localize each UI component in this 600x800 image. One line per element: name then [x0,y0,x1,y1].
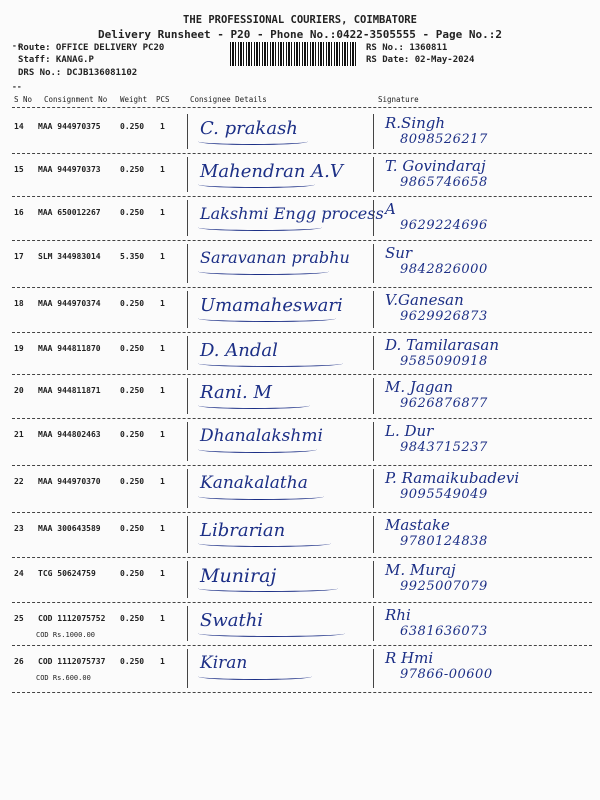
signature-handwriting: Rhi [385,606,411,624]
row-pcs: 1 [160,165,165,174]
signature-handwriting: D. Tamilarasan [385,336,499,354]
handwriting-stroke [198,315,336,322]
signature-handwriting: L. Dur [385,422,434,440]
row-divider [12,287,592,288]
signature-handwriting: V.Ganesan [385,291,464,309]
row-weight: 0.250 [120,430,145,439]
column-divider [187,336,188,370]
column-divider [373,200,374,236]
row-consignment: MAA 944802463 [38,430,101,439]
column-divider [187,516,188,553]
column-divider [187,469,188,508]
handwriting-stroke [198,402,310,409]
drs-number: DRS No.: DCJB136081102 [18,68,138,78]
row-cod-amount: COD Rs.600.00 [36,674,91,682]
signature-phone: 9585090918 [400,354,488,369]
row-sno: 17 [14,252,24,261]
row-weight: 0.250 [120,386,145,395]
handwriting-stroke [198,446,317,453]
left-marks: -- [12,41,22,50]
signature-handwriting: Sur [385,244,413,262]
signature-handwriting: P. Ramaikubadevi [385,469,520,487]
signature-phone: 9865746658 [400,175,488,190]
handwriting-stroke [198,224,322,231]
consignee-handwriting: Umamaheswari [200,295,343,316]
column-divider [373,469,374,508]
rs-number: RS No.: 1360811 [366,43,448,53]
row-sno: 22 [14,477,24,486]
row-divider [12,240,592,241]
row-sno: 14 [14,122,24,131]
col-pcs: PCS [156,95,170,104]
row-consignment: MAA 944811870 [38,344,101,353]
row-consignment: MAA 944970370 [38,477,101,486]
column-divider [373,114,374,149]
barcode-image [230,42,358,66]
left-marks-2: -- [12,82,22,91]
row-divider [12,692,592,693]
row-weight: 0.250 [120,657,145,666]
row-divider [12,332,592,333]
signature-phone: 9780124838 [400,534,488,549]
row-weight: 0.250 [120,524,145,533]
consignee-handwriting: Rani. M [200,382,272,403]
column-divider [187,291,188,328]
column-divider [373,291,374,328]
column-divider [373,157,374,192]
row-sno: 16 [14,208,24,217]
row-pcs: 1 [160,252,165,261]
consignee-handwriting: D. Andal [200,340,278,361]
row-divider [12,512,592,513]
signature-handwriting: M. Muraj [385,561,456,579]
row-sno: 24 [14,569,24,578]
column-divider [373,378,374,414]
column-divider [373,244,374,283]
row-pcs: 1 [160,524,165,533]
col-weight: Weight [120,95,148,104]
row-sno: 20 [14,386,24,395]
row-weight: 0.250 [120,208,145,217]
row-consignment: TCG 50624759 [38,569,96,578]
col-signature: Signature [378,95,419,104]
handwriting-stroke [198,360,343,367]
company-title: THE PROFESSIONAL COURIERS, COIMBATORE [183,14,417,26]
row-pcs: 1 [160,122,165,131]
signature-phone: 9843715237 [400,440,488,455]
column-divider [187,244,188,283]
route-label: Route: OFFICE DELIVERY PC20 [18,43,165,53]
row-pcs: 1 [160,344,165,353]
consignee-handwriting: Swathi [200,610,264,631]
row-divider [12,374,592,375]
signature-phone: 9626876877 [400,396,488,411]
row-pcs: 1 [160,657,165,666]
row-pcs: 1 [160,477,165,486]
signature-handwriting: T. Govindaraj [385,157,486,175]
row-sno: 26 [14,657,24,666]
handwriting-stroke [198,268,329,275]
row-consignment: MAA 650012267 [38,208,101,217]
handwriting-stroke [198,585,338,592]
row-consignment: MAA 944970373 [38,165,101,174]
consignee-handwriting: Kiran [200,653,248,673]
column-divider [187,561,188,598]
row-consignment: COD 1112075752 [38,614,106,623]
row-consignment: MAA 944970375 [38,122,101,131]
row-weight: 0.250 [120,614,145,623]
column-divider [373,516,374,553]
consignee-handwriting: Dhanalakshmi [200,426,323,446]
column-divider [187,649,188,688]
signature-handwriting: R.Singh [385,114,446,132]
signature-phone: 9629926873 [400,309,488,324]
signature-handwriting: Mastake [385,516,450,534]
row-divider [12,196,592,197]
consignee-handwriting: Mahendran A.V [200,161,343,182]
row-consignment: SLM 344983014 [38,252,101,261]
row-pcs: 1 [160,569,165,578]
handwriting-stroke [198,540,331,547]
handwriting-stroke [198,673,312,680]
column-divider [373,561,374,598]
col-consignee: Consignee Details [190,95,267,104]
handwriting-stroke [198,138,308,145]
column-divider [187,114,188,149]
handwriting-stroke [198,181,315,188]
handwriting-stroke [198,630,345,637]
column-divider [187,606,188,641]
row-weight: 5.350 [120,252,145,261]
row-divider [12,418,592,419]
row-divider [12,557,592,558]
signature-phone: 8098526217 [400,132,488,147]
row-pcs: 1 [160,299,165,308]
row-cod-amount: COD Rs.1000.00 [36,631,96,639]
row-sno: 19 [14,344,24,353]
runsheet-subtitle: Delivery Runsheet - P20 - Phone No.:0422-3505555 - Page No.:2 [98,28,502,41]
row-weight: 0.250 [120,122,145,131]
row-consignment: COD 1112075737 [38,657,106,666]
signature-handwriting: M. Jagan [385,378,454,396]
row-divider [12,153,592,154]
handwriting-stroke [198,493,324,500]
row-pcs: 1 [160,386,165,395]
row-consignment: MAA 944811871 [38,386,101,395]
staff-label: Staff: KANAG.P [18,55,94,65]
signature-phone: 9842826000 [400,262,488,277]
row-divider [12,465,592,466]
column-divider [187,200,188,236]
header-divider [12,107,592,108]
row-sno: 25 [14,614,24,623]
signature-phone: 9925007079 [400,579,488,594]
signature-phone: 97866-00600 [400,667,493,682]
consignee-handwriting: C. prakash [200,118,298,139]
signature-phone: 9095549049 [400,487,488,502]
row-sno: 15 [14,165,24,174]
column-divider [187,422,188,461]
consignee-handwriting: Muniraj [200,565,277,587]
row-weight: 0.250 [120,165,145,174]
column-divider [187,157,188,192]
consignee-handwriting: Kanakalatha [200,473,308,493]
row-consignment: MAA 944970374 [38,299,101,308]
consignee-handwriting: Lakshmi Engg process [200,204,384,223]
row-sno: 23 [14,524,24,533]
row-pcs: 1 [160,208,165,217]
consignee-handwriting: Librarian [200,520,286,541]
signature-phone: 9629224696 [400,218,488,233]
row-weight: 0.250 [120,569,145,578]
row-sno: 21 [14,430,24,439]
row-divider [12,645,592,646]
row-pcs: 1 [160,614,165,623]
rs-date: RS Date: 02-May-2024 [366,55,475,65]
row-weight: 0.250 [120,477,145,486]
consignee-handwriting: Saravanan prabhu [200,248,350,267]
col-consignment: Consignment No [44,95,108,104]
column-divider [373,336,374,370]
row-sno: 18 [14,299,24,308]
col-sno: S No [14,95,33,104]
signature-phone: 6381636073 [400,624,488,639]
signature-handwriting: R Hmi [385,649,434,667]
column-divider [187,378,188,414]
signature-handwriting: A [385,200,396,218]
column-divider [373,422,374,461]
row-weight: 0.250 [120,299,145,308]
column-divider [373,606,374,641]
row-divider [12,602,592,603]
row-pcs: 1 [160,430,165,439]
row-consignment: MAA 300643589 [38,524,101,533]
column-divider [373,649,374,688]
row-weight: 0.250 [120,344,145,353]
